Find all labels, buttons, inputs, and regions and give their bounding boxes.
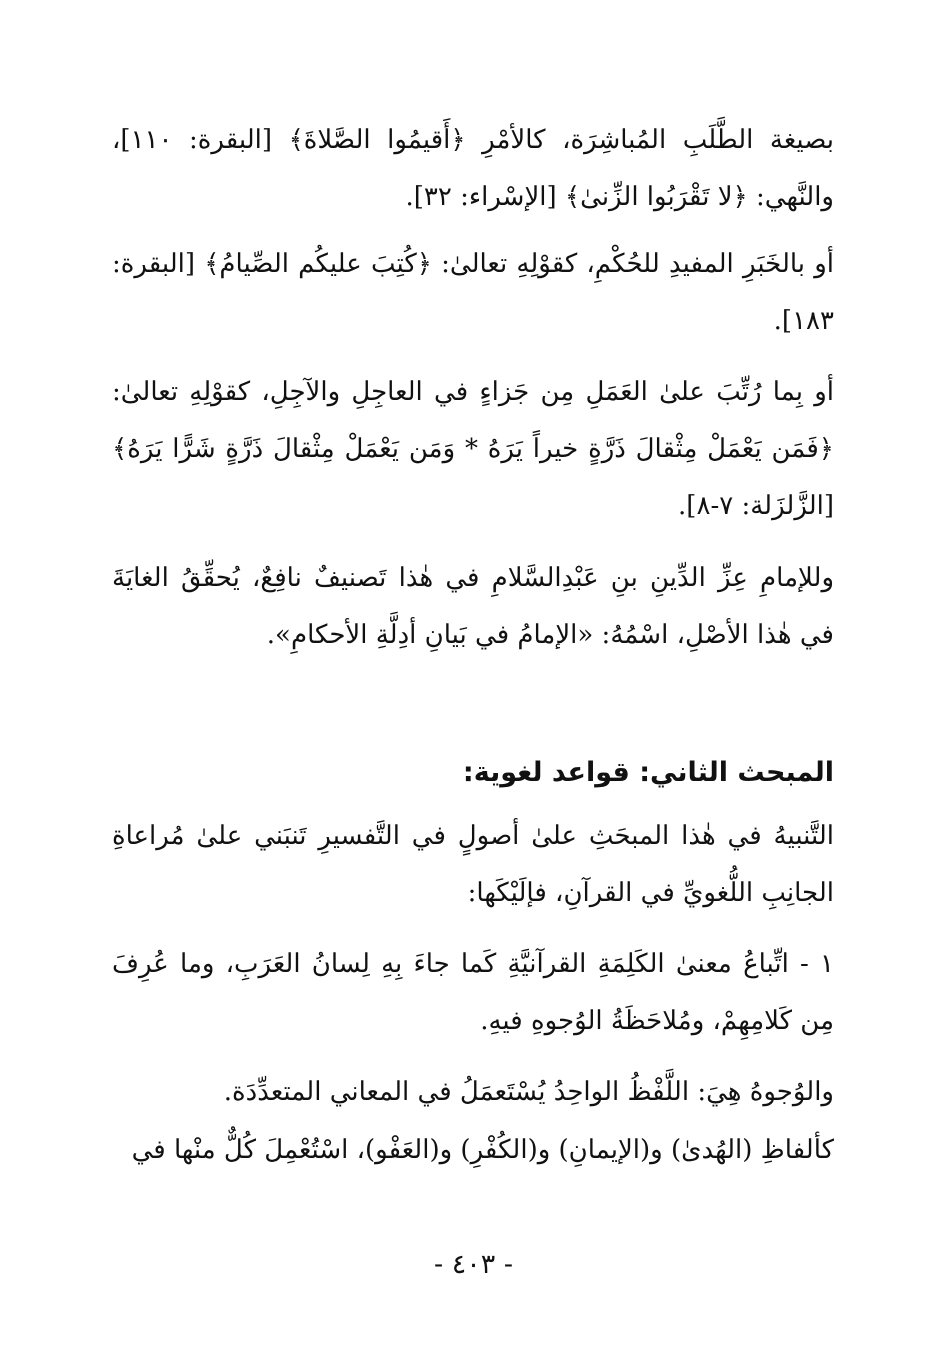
paragraph-reward-consequence: أو بِما رُتِّبَ علىٰ العَمَلِ مِن جَزاءٍ في العاجِلِ والآجِلِ، كقوْلِهِ تعالىٰ: ﴿فَمَن يَعْمَلْ مِثْقالَ ذَرَّةٍ خيراً يَرَهُ * وَمَن يَعْمَلْ مِثْقالَ ذَرَّةٍ شَرًّا يَرَهُ﴾ [الزَّلزَلة: ٧-٨]. xyxy=(112,377,834,521)
page-number: - ٤٠٣ - xyxy=(434,1249,513,1280)
paragraph-word-examples: كألفاظِ (الهُدىٰ) و(الإيمانِ) و(الكُفْرِ) و(العَفْو)، اسْتُعْمِلَ كُلٌّ منْها في xyxy=(131,1135,834,1165)
paragraph-wujuh-definition: والوُجوهُ هِيَ: اللَّفْظُ الواحِدُ يُسْتَعمَلُ في المعاني المتعدِّدَة. xyxy=(223,1077,834,1107)
paragraph-rule-one: ١ - اتِّباعُ معنىٰ الكَلِمَةِ القرآنيَّةِ كَما جاءَ بِهِ لِسانُ العَرَبِ، وما عُرِفَ مِن كَلامِهِمْ، ومُلاحَظَةُ الوُجوهِ فيهِ. xyxy=(112,949,834,1036)
paragraph-linguistic-intro: التَّنبيهُ في هٰذا المبحَثِ علىٰ أصولٍ في التَّفسيرِ تَنبَني علىٰ مُراعاةِ الجانِبِ اللُّغويِّ في القرآنِ، فإلَيْكَها: xyxy=(112,821,834,908)
paragraph-informative-statement: أو بالخَبَرِ المفيدِ للحُكْمِ، كقوْلِهِ تعالىٰ: ﴿كُتِبَ عليكُم الصِّيامُ﴾ [البقرة: ١٨٣]. xyxy=(112,249,834,336)
paragraph-imam-reference: وللإمامِ عِزِّ الدِّينِ بنِ عَبْدِالسَّلامِ في هٰذا تَصنيفٌ نافِعٌ، يُحقِّقُ الغايَةَ في هٰذا الأصْلِ، اسْمُهُ: «الإمامُ في بَيانِ أدِلَّةِ الأحكامِ». xyxy=(112,563,834,650)
section-heading: المبحث الثاني: قواعد لغوية: xyxy=(462,757,834,788)
paragraph-imperative-prohibition: بصيغة الطَّلَبِ المُباشِرَة، كالأمْرِ ﴿أَقيمُوا الصَّلاةَ﴾ [البقرة: ١١٠]، والنَّهي: ﴿لا تَقْرَبُوا الزِّنىٰ﴾ [الإسْراء: ٣٢]. xyxy=(112,125,834,212)
